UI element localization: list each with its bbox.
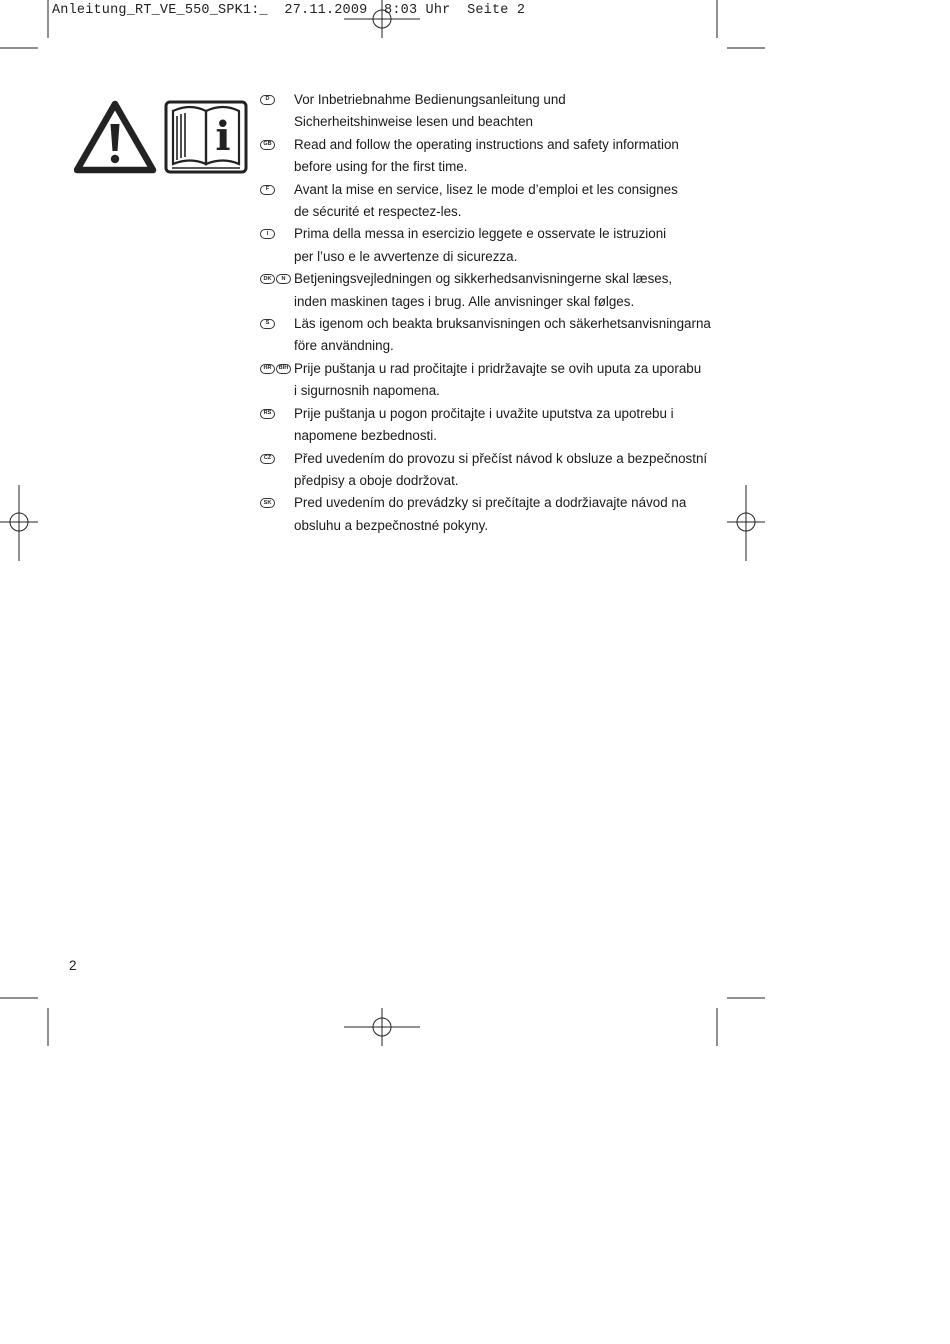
instruction-line: Pred uvedením do prevádzky si prečítajte a dodržiavajte návod na: [294, 495, 687, 511]
language-item: [260, 448, 730, 493]
registration-mark-right: [727, 485, 765, 561]
instruction-line: Sicherheitshinweise lesen und beachten: [294, 114, 533, 130]
language-code-badge: [260, 358, 294, 380]
language-item: [260, 179, 730, 224]
instruction-text: [294, 358, 701, 403]
language-code-badge: [260, 179, 294, 201]
instruction-line: per l’uso e le avvertenze di sicurezza.: [294, 248, 518, 264]
language-code: CZ: [260, 454, 275, 464]
instruction-line: Vor Inbetriebnahme Bedienungsanleitung und: [294, 92, 566, 107]
language-code: HR: [260, 364, 275, 374]
language-code: N: [276, 274, 291, 284]
instruction-line: Prije puštanja u rad pročitajte i pridržavajte se ovih uputa za uporabu: [294, 360, 702, 376]
instruction-text: [294, 448, 707, 493]
language-item: [260, 268, 730, 313]
registration-mark-bottom: [344, 1008, 420, 1046]
page-number: 2: [69, 958, 77, 973]
language-code-badge: [260, 268, 294, 290]
instruction-line: Před uvedením do provozu si přečíst návod k obsluze a bezpečnostní: [294, 450, 708, 466]
instruction-line: de sécurité et respectez-les.: [294, 204, 462, 220]
language-item: [260, 89, 730, 134]
language-code: S: [260, 319, 275, 329]
instruction-line: Prima della messa in esercizio leggete e osservate le istruzioni: [294, 226, 667, 242]
language-code: GB: [260, 140, 275, 150]
instruction-text: [294, 313, 711, 358]
instruction-line: obsluhu a bezpečnostné pokyny.: [294, 517, 489, 533]
language-code-badge: [260, 492, 294, 514]
language-item: [260, 492, 730, 537]
language-code: D: [260, 95, 275, 105]
language-item: [260, 358, 730, 403]
language-code: DK: [260, 274, 275, 284]
safety-icons: [74, 100, 250, 176]
instruction-line: Read and follow the operating instructions and safety information: [294, 136, 679, 152]
language-code: F: [260, 185, 275, 195]
language-code-badge: [260, 223, 294, 245]
instruction-line: Läs igenom och beakta bruksanvisningen och säkerhetsanvisningarna: [294, 316, 711, 332]
warning-triangle-icon: [77, 104, 153, 170]
instruction-text: [294, 268, 672, 313]
language-item: [260, 313, 730, 358]
instruction-text: [294, 134, 679, 179]
language-code: BIH: [276, 364, 291, 374]
info-letter: i: [215, 113, 231, 160]
language-code: SK: [260, 498, 275, 508]
language-code-badge: [260, 313, 294, 335]
instruction-line: before using for the first time.: [294, 159, 468, 175]
instruction-text: [294, 223, 666, 268]
instruction-text: [294, 179, 678, 224]
instruction-line: Avant la mise en service, lisez le mode d’emploi et les consignes: [294, 181, 678, 197]
registration-mark-left: [0, 485, 38, 561]
instruction-text: [294, 403, 674, 448]
instruction-line: předpisy a oboje dodržovat.: [294, 472, 459, 488]
language-code-badge: [260, 134, 294, 156]
instruction-text: [294, 492, 686, 537]
instruction-line: före användning.: [294, 338, 394, 354]
instruction-text: [294, 89, 566, 134]
language-code: RS: [260, 409, 275, 419]
language-code-badge: [260, 403, 294, 425]
language-item: [260, 223, 730, 268]
manual-book-info-icon: [166, 102, 246, 172]
language-code: I: [260, 229, 275, 239]
print-slug-header: Anleitung_RT_VE_550_SPK1:_ 27.11.2009 8:03 Uhr Seite 2: [52, 3, 526, 18]
instruction-line: i sigurnosnih napomena.: [294, 383, 440, 399]
instruction-line: Prije puštanja u pogon pročitajte i uvažite uputstva za upotrebu i: [294, 405, 674, 421]
instruction-line: inden maskinen tages i brug. Alle anvisninger skal følges.: [294, 293, 635, 309]
language-code-badge: [260, 89, 294, 111]
safety-instructions-list: [260, 89, 730, 537]
instruction-line: napomene bezbednosti.: [294, 428, 437, 444]
language-item: [260, 134, 730, 179]
language-code-badge: [260, 448, 294, 470]
registration-mark-top: [344, 0, 420, 38]
language-item: [260, 403, 730, 448]
instruction-line: Betjeningsvejledningen og sikkerhedsanvisningerne skal læses,: [294, 271, 673, 287]
